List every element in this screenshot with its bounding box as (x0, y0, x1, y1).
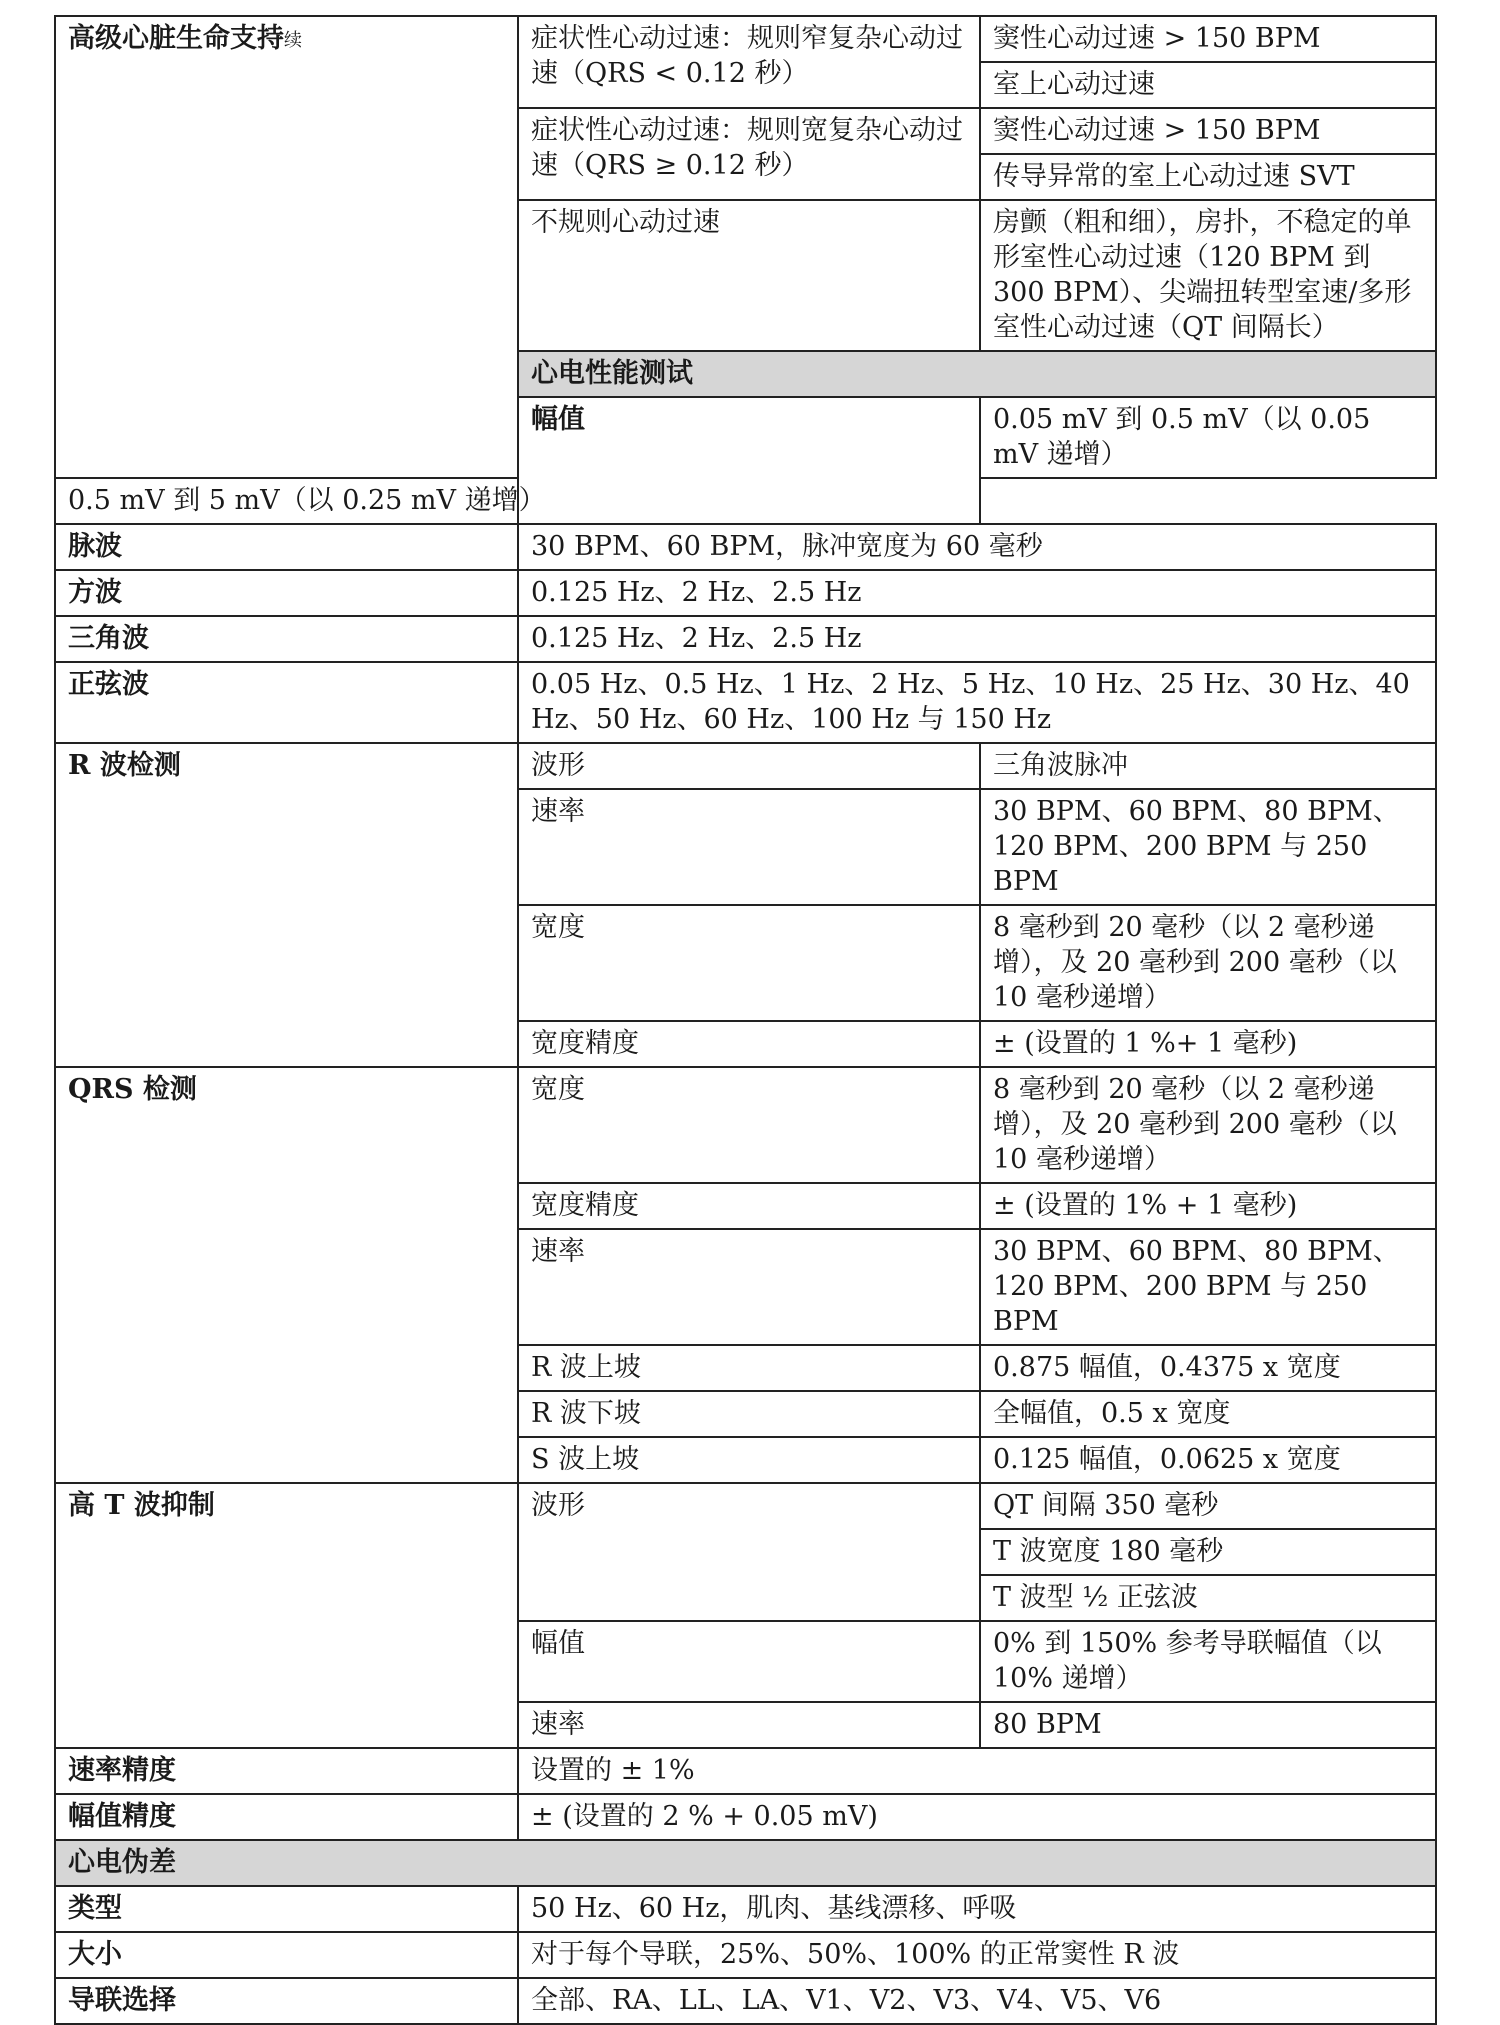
acls-condition: 症状性心动过速：规则窄复杂心动过速（QRS < 0.12 秒） (518, 16, 980, 108)
param-value: 30 BPM、60 BPM、80 BPM、120 BPM、200 BPM 与 250 BPM (980, 789, 1436, 905)
param-value: T 波宽度 180 毫秒 (980, 1529, 1436, 1575)
spec-table (54, 15, 1437, 2025)
acls-value: 室上心动过速 (980, 62, 1436, 108)
param-value: 0.875 幅值，0.4375 x 宽度 (980, 1345, 1436, 1391)
section-title: 心电性能测试 (518, 351, 1436, 397)
row-value: 30 BPM、60 BPM，脉冲宽度为 60 毫秒 (518, 524, 1436, 570)
row-label: 方波 (55, 570, 518, 616)
param-label: S 波上坡 (518, 1437, 980, 1483)
acls-value: 传导异常的室上心动过速 SVT (980, 154, 1436, 200)
acls-title: 高级心脏生命支持 (68, 23, 284, 54)
row-value: 0.05 mV 到 0.5 mV（以 0.05 mV 递增） (980, 397, 1436, 478)
param-value: 80 BPM (980, 1702, 1436, 1748)
qrs-row-1 (55, 1067, 1436, 1183)
row-label: 三角波 (55, 616, 518, 662)
amplitude-accuracy-row (55, 1794, 1436, 1840)
row-label: 高 T 波抑制 (55, 1483, 518, 1748)
t-wave-row-1 (55, 1483, 1436, 1529)
row-value: 全部、RA、LL、LA、V1、V2、V3、V4、V5、V6 (518, 1978, 1436, 2024)
lead-select-row (55, 1978, 1436, 2024)
param-value: QT 间隔 350 毫秒 (980, 1483, 1436, 1529)
triangle-row (55, 616, 1436, 662)
param-value: 0% 到 150% 参考导联幅值（以 10% 递增） (980, 1621, 1436, 1702)
section-title: 心电伪差 (55, 1840, 1436, 1886)
row-value: 0.125 Hz、2 Hz、2.5 Hz (518, 570, 1436, 616)
row-value: 0.05 Hz、0.5 Hz、1 Hz、2 Hz、5 Hz、10 Hz、25 Hz、30 Hz、40 Hz、50 Hz、60 Hz、100 Hz 与 150 Hz (518, 662, 1436, 743)
row-value: ± (设置的 2 % + 0.05 mV) (518, 1794, 1436, 1840)
row-label: 导联选择 (55, 1978, 518, 2024)
section-ecg-artifact (55, 1840, 1436, 1886)
param-value: T 波型 ½ 正弦波 (980, 1575, 1436, 1621)
sine-row (55, 662, 1436, 743)
row-value: 对于每个导联，25%、50%、100% 的正常窦性 R 波 (518, 1932, 1436, 1978)
param-label: 幅值 (518, 1621, 980, 1702)
param-value: 8 毫秒到 20 毫秒（以 2 毫秒递增），及 20 毫秒到 200 毫秒（以 10 毫秒递增） (980, 1067, 1436, 1183)
param-label: R 波上坡 (518, 1345, 980, 1391)
acls-value: 窦性心动过速 > 150 BPM (980, 16, 1436, 62)
acls-condition: 症状性心动过速：规则宽复杂心动过速（QRS ≥ 0.12 秒） (518, 108, 980, 200)
amplitude-row-2 (55, 478, 1436, 524)
row-label: 类型 (55, 1886, 518, 1932)
row-label: 幅值精度 (55, 1794, 518, 1840)
artifact-size-row (55, 1932, 1436, 1978)
param-value: 0.125 幅值，0.0625 x 宽度 (980, 1437, 1436, 1483)
row-value: 0.5 mV 到 5 mV（以 0.25 mV 递增） (55, 478, 980, 524)
acls-value: 房颤（粗和细），房扑，不稳定的单形室性心动过速（120 BPM 到 300 BPM）、尖端扭转型室速/多形室性心动过速（QT 间隔长） (980, 200, 1436, 351)
row-label: 幅值 (518, 397, 980, 524)
row-label: 正弦波 (55, 662, 518, 743)
row-value: 设置的 ± 1% (518, 1748, 1436, 1794)
param-label: 速率 (518, 789, 980, 905)
rate-accuracy-row (55, 1748, 1436, 1794)
acls-condition: 不规则心动过速 (518, 200, 980, 351)
continued-mark: 续 (284, 30, 302, 51)
artifact-type-row (55, 1886, 1436, 1932)
param-label: 宽度精度 (518, 1021, 980, 1067)
r-wave-row-1 (55, 743, 1436, 789)
param-label: 宽度精度 (518, 1183, 980, 1229)
param-value: 全幅值，0.5 x 宽度 (980, 1391, 1436, 1437)
param-value: 三角波脉冲 (980, 743, 1436, 789)
param-value: ± (设置的 1% + 1 毫秒) (980, 1183, 1436, 1229)
row-value: 50 Hz、60 Hz，肌肉、基线漂移、呼吸 (518, 1886, 1436, 1932)
square-row (55, 570, 1436, 616)
row-label: R 波检测 (55, 743, 518, 1067)
acls-value: 窦性心动过速 > 150 BPM (980, 108, 1436, 154)
param-label: 宽度 (518, 905, 980, 1021)
acls-label (55, 16, 518, 478)
param-label: 波形 (518, 743, 980, 789)
param-label: 速率 (518, 1702, 980, 1748)
row-label: QRS 检测 (55, 1067, 518, 1483)
param-value: 8 毫秒到 20 毫秒（以 2 毫秒递增），及 20 毫秒到 200 毫秒（以 10 毫秒递增） (980, 905, 1436, 1021)
param-label: 宽度 (518, 1067, 980, 1183)
row-label: 大小 (55, 1932, 518, 1978)
row-label: 速率精度 (55, 1748, 518, 1794)
param-value: ± (设置的 1 %+ 1 毫秒) (980, 1021, 1436, 1067)
param-label: R 波下坡 (518, 1391, 980, 1437)
pulse-row (55, 524, 1436, 570)
param-label: 波形 (518, 1483, 980, 1621)
param-label: 速率 (518, 1229, 980, 1345)
row-label: 脉波 (55, 524, 518, 570)
param-value: 30 BPM、60 BPM、80 BPM、120 BPM、200 BPM 与 250 BPM (980, 1229, 1436, 1345)
acls-row-1 (55, 16, 1436, 62)
row-value: 0.125 Hz、2 Hz、2.5 Hz (518, 616, 1436, 662)
